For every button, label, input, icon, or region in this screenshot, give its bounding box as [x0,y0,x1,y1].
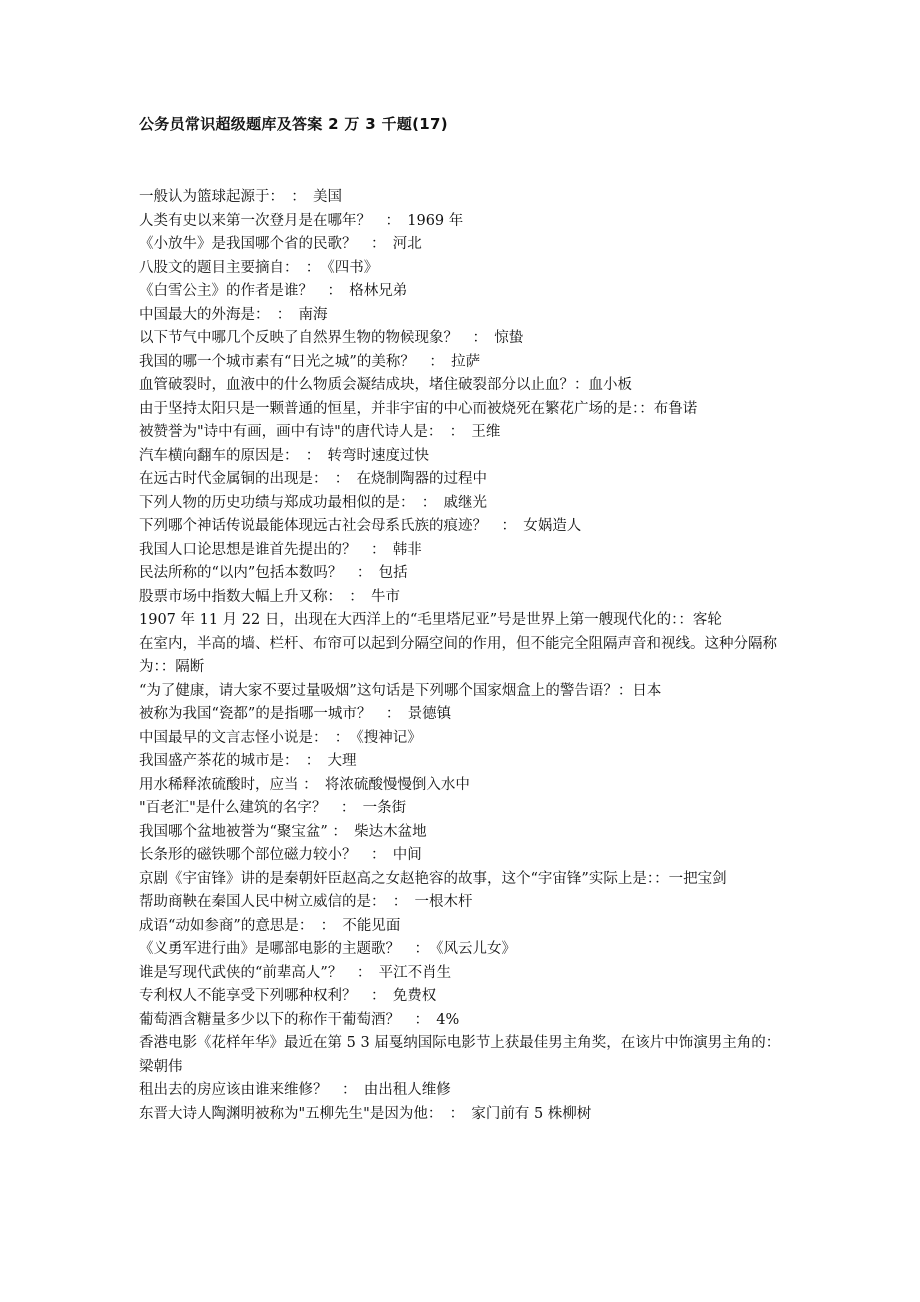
qa-item: 血管破裂时，血液中的什么物质会凝结成块，堵住破裂部分以止血？：血小板 [139,377,632,393]
qa-item: 我国盛产茶花的城市是： ： 大理 [139,753,357,769]
qa-item: 我国的哪一个城市素有“日光之城”的美称？ ： 拉萨 [139,353,481,370]
qa-item: 被称为我国“瓷都”的是指哪一城市？ ： 景德镇 [139,706,452,722]
qa-item: 中国最大的外海是： ： 南海 [139,306,328,323]
qa-item: 民法所称的“以内”包括本数吗？ ： 包括 [139,565,408,581]
qa-item: 我国哪个盆地被誉为“聚宝盆” ： 柴达木盆地 [139,823,427,840]
qa-item: 股票市场中指数大幅上升又称： ： 牛市 [139,588,400,605]
qa-item: 被赞誉为"诗中有画，画中有诗"的唐代诗人是： ： 王维 [139,424,501,440]
qa-item: 在远古时代金属铜的出现是： ： 在烧制陶器的过程中 [139,471,487,487]
qa-item: 长条形的磁铁哪个部位磁力较小？ ： 中间 [139,847,422,863]
document-title: 公务员常识超级题库及答案 2 万 3 千题(17) [139,115,448,133]
qa-item: 《义勇军进行曲》是哪部电影的主题歌？ ： 《风云儿女》 [139,941,516,957]
qa-item: 由于坚持太阳只是一颗普通的恒星，并非宇宙的中心而被烧死在繁花广场的是：：布鲁诺 [139,400,698,417]
qa-item: 帮助商鞅在秦国人民中树立威信的是： ： 一根木杆 [139,894,473,910]
qa-item: 《白雪公主》的作者是谁？ ： 格林兄弟 [139,283,408,299]
qa-item: 成语“动如参商”的意思是： ： 不能见面 [139,917,401,934]
qa-item: 京剧《宇宙锋》讲的是秦朝奸臣赵高之女赵艳容的故事，这个“宇宙锋”实际上是：：一把宝剑 [139,870,727,887]
qa-item: 汽车横向翻车的原因是： ： 转弯时速度过快 [139,447,429,464]
qa-item: 谁是写现代武侠的“前辈高人”？ ： 平江不肖生 [139,964,452,981]
qa-item: 《小放牛》是我国哪个省的民歌？ ： 河北 [139,236,422,252]
qa-item: "百老汇"是什么建筑的名字？ ： 一条街 [139,800,407,816]
qa-item: 八股文的题目主要摘自： ： 《四书》 [139,259,379,276]
qa-item: 香港电影《花样年华》最近在第 5 3 届戛纳国际电影节上获最佳男主角奖，在该片中饰演男主角的：梁朝伟 [139,1035,781,1075]
qa-item: 用水稀释浓硫酸时，应当 ： 将浓硫酸慢慢倒入水中 [139,776,470,793]
qa-item: 一般认为篮球起源于： ： 美国 [139,189,342,205]
document-page [139,112,787,1126]
qa-item: “为了健康，请大家不要过量吸烟”这句话是下列哪个国家烟盒上的警告语？：日本 [139,682,662,699]
qa-item: 人类有史以来第一次登月是在哪年？ ： 1969 年 [139,212,464,229]
qa-item: 我国人口论思想是谁首先提出的？ ： 韩非 [139,541,422,558]
qa-list [139,186,787,1126]
qa-item: 专利权人不能享受下列哪种权利？ ： 免费权 [139,988,437,1004]
qa-item: 1907 年 11 月 22 日，出现在大西洋上的“毛里塔尼亚”号是世界上第一艘现代化的：：客轮 [139,612,722,628]
qa-item: 东晋大诗人陶渊明被称为"五柳先生"是因为他： ： 家门前有 5 株柳树 [139,1105,592,1122]
qa-item: 以下节气中哪几个反映了自然界生物的物候现象？ ： 惊蛰 [139,330,524,346]
qa-item: 在室内，半高的墙、栏杆、布帘可以起到分隔空间的作用，但不能完全阻隔声音和视线。这种分隔称为：：隔断 [139,635,777,675]
qa-item: 下列人物的历史功绩与郑成功最相似的是： ： 戚继光 [139,494,487,511]
qa-item: 葡萄酒含糖量多少以下的称作干葡萄酒？ ： 4% [139,1011,460,1028]
qa-item: 租出去的房应该由谁来维修？ ： 由出租人维修 [139,1082,451,1098]
qa-item: 中国最早的文言志怪小说是： ： 《搜神记》 [139,729,422,746]
qa-item: 下列哪个神话传说最能体现远古社会母系氏族的痕迹？ ： 女娲造人 [139,518,582,534]
